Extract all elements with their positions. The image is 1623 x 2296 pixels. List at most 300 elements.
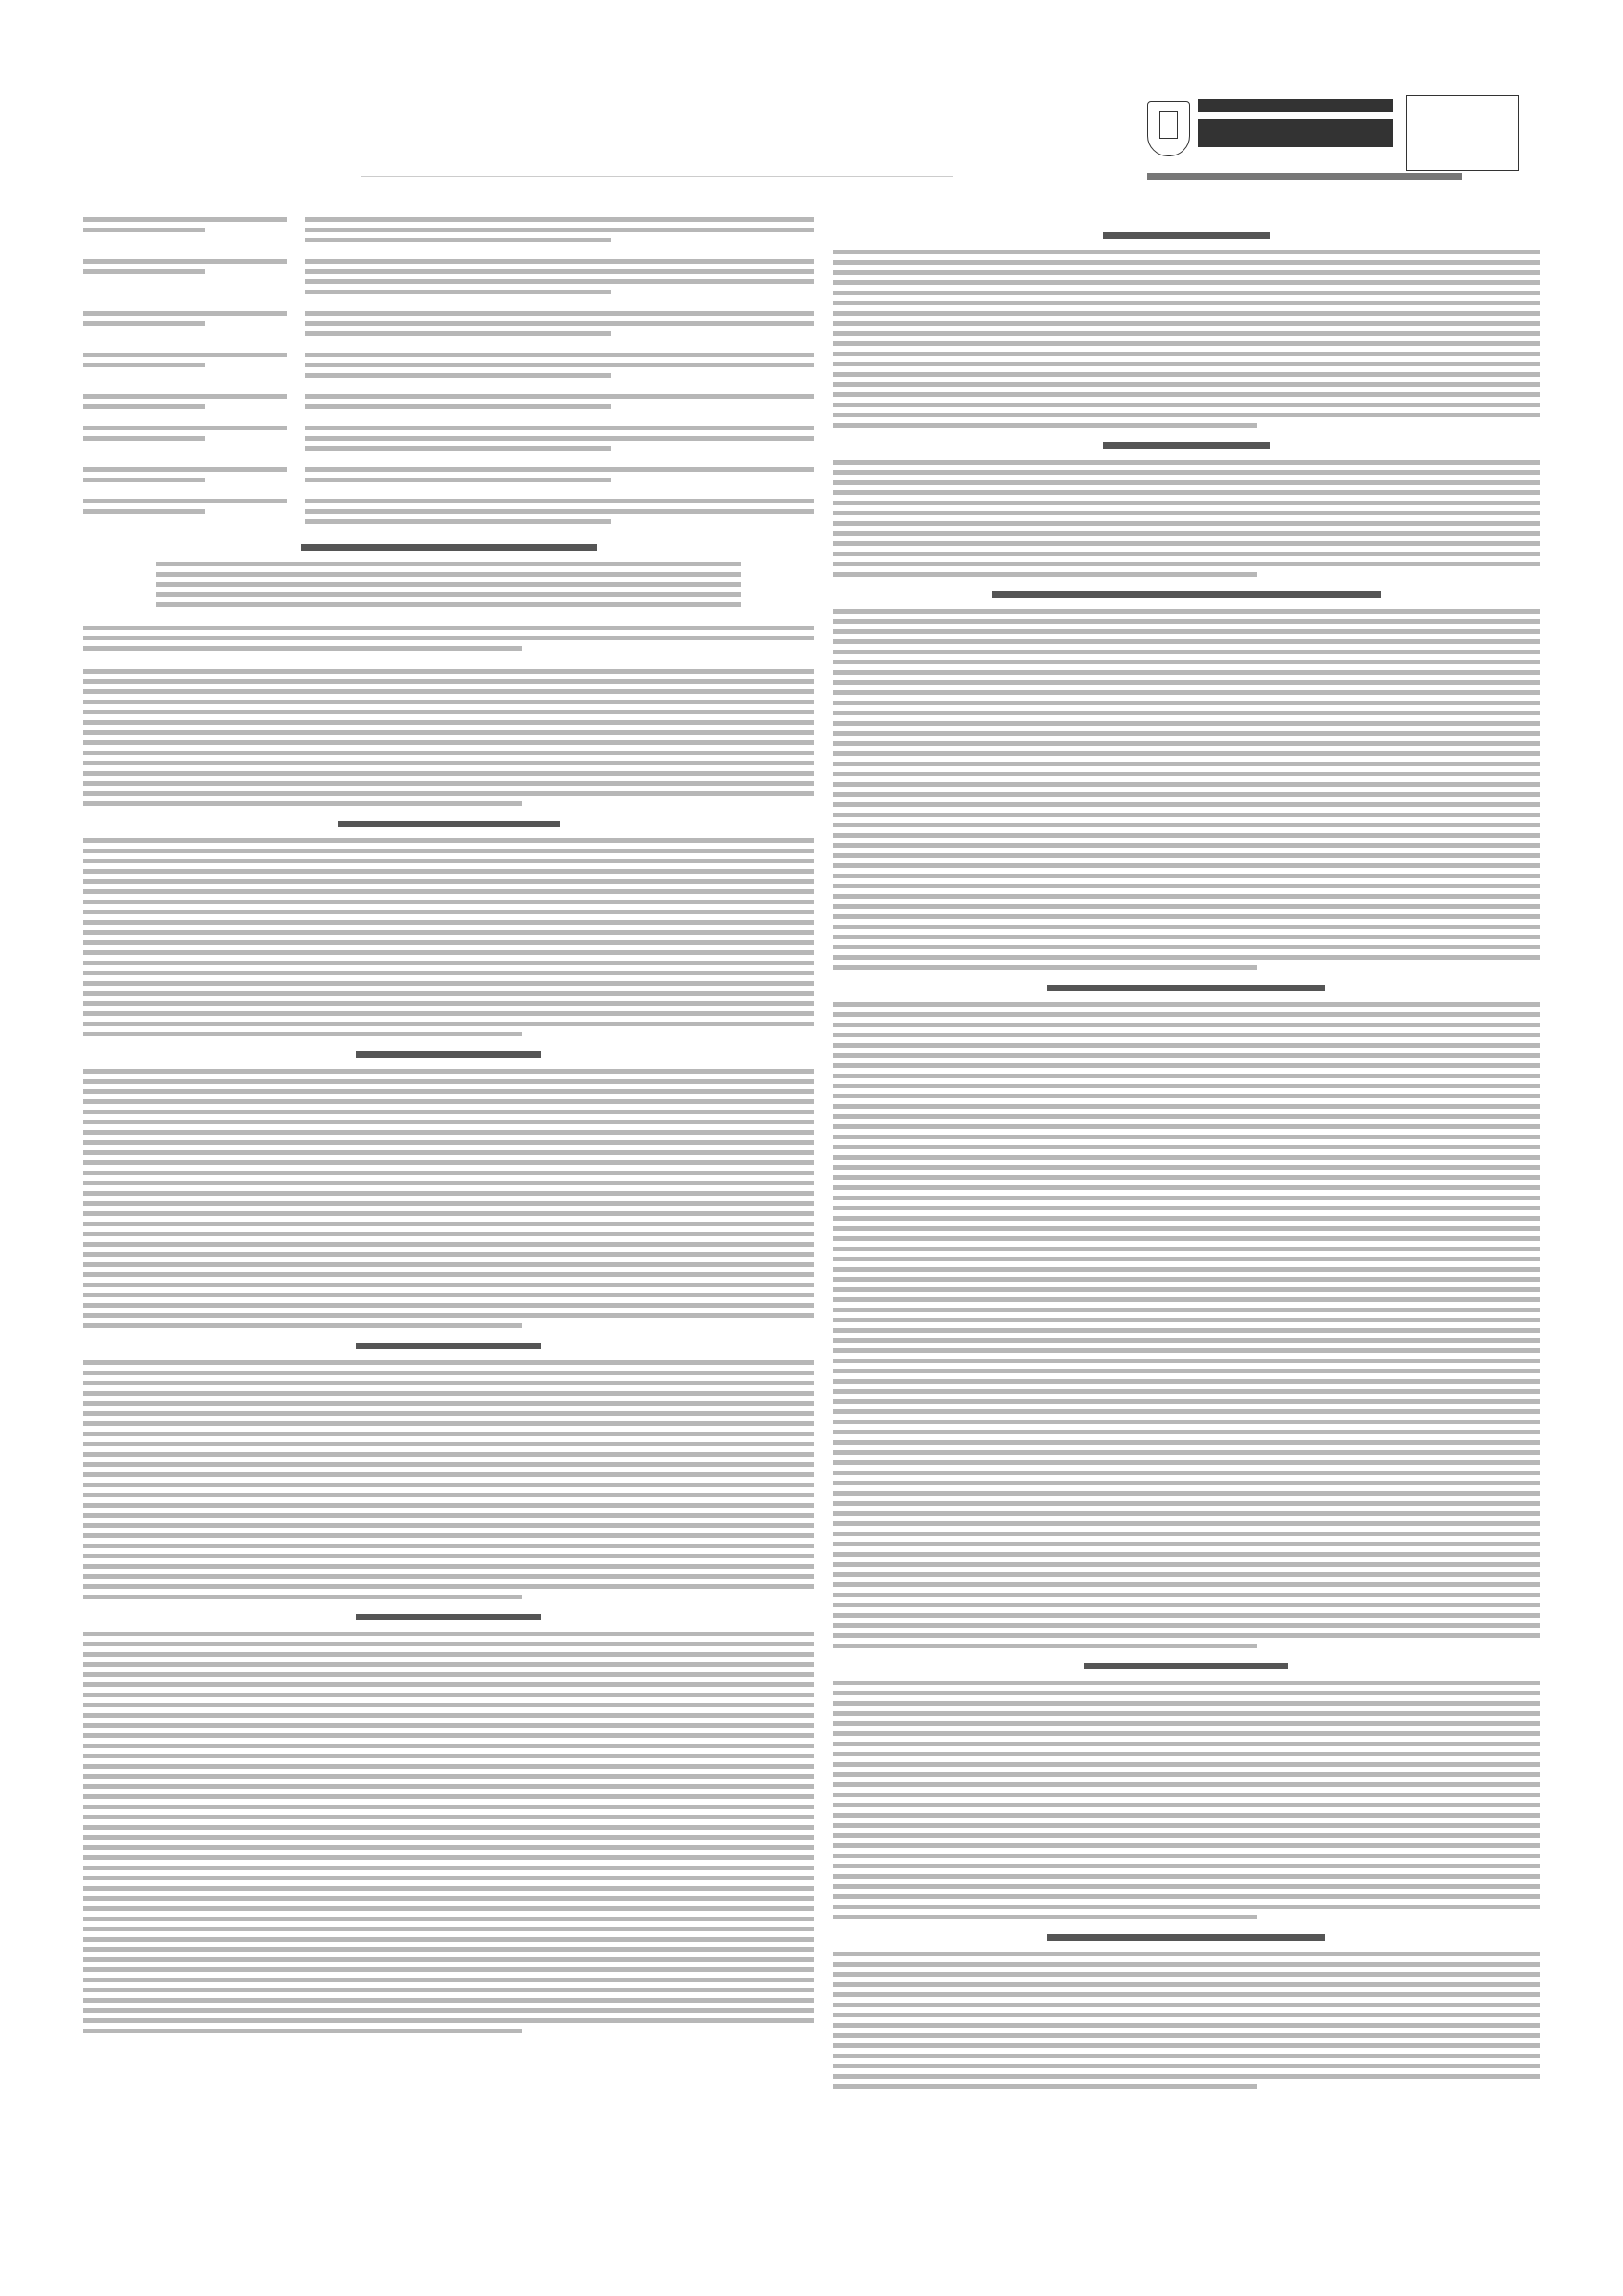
text-line [833, 270, 1540, 275]
text-line [833, 1063, 1540, 1068]
text-line [83, 1682, 814, 1687]
text-line [833, 792, 1540, 797]
text-line [83, 1171, 814, 1175]
text-line [833, 1752, 1540, 1756]
text-line [833, 965, 1257, 970]
text-line [83, 1774, 814, 1779]
text-line [833, 629, 1540, 634]
text-line [833, 1562, 1540, 1567]
text-line [833, 311, 1540, 316]
text-line [833, 1287, 1540, 1292]
text-line [833, 1905, 1540, 1909]
text-line [83, 1886, 814, 1891]
text-line [83, 889, 814, 894]
text-line [833, 914, 1540, 919]
text-line [83, 669, 814, 674]
text-line [833, 301, 1540, 305]
text-line [83, 1421, 814, 1426]
text-line [83, 710, 814, 714]
text-line [833, 1874, 1540, 1879]
text-line [833, 1952, 1540, 1956]
text-line [83, 1533, 814, 1538]
text-line [833, 1124, 1540, 1129]
text-line [833, 1854, 1540, 1858]
text-line [156, 582, 741, 587]
text-line [833, 1094, 1540, 1098]
text-line [833, 1511, 1540, 1516]
text-line [305, 269, 814, 274]
text-line [83, 1876, 814, 1880]
text-line [833, 1501, 1540, 1506]
text-line [83, 940, 814, 945]
member-name [83, 426, 287, 456]
text-line [833, 1338, 1540, 1343]
text-line [83, 781, 814, 786]
text-line [833, 362, 1540, 366]
text-line [833, 619, 1540, 624]
text-line [833, 1297, 1540, 1302]
text-line [833, 531, 1540, 536]
text-line [833, 382, 1540, 387]
section-heading [1047, 985, 1325, 991]
text-line [83, 1584, 814, 1589]
text-line [83, 689, 814, 694]
text-line [83, 1947, 814, 1952]
text-line [833, 1369, 1540, 1373]
text-line [833, 1542, 1540, 1546]
text-line [833, 352, 1540, 356]
text-line [833, 680, 1540, 685]
text-line [83, 311, 287, 316]
member-role [305, 467, 814, 488]
text-line [83, 1001, 814, 1006]
text-line [833, 925, 1540, 929]
text-line [833, 2033, 1540, 2038]
commission-roster [83, 217, 814, 529]
text-line [83, 900, 814, 904]
text-line [833, 423, 1257, 428]
text-line [833, 392, 1540, 397]
text-line [83, 259, 287, 264]
text-line [833, 762, 1540, 766]
text-line [833, 2023, 1540, 2028]
issue-info [1147, 173, 1462, 180]
text-line [833, 1772, 1540, 1777]
text-line [83, 1917, 814, 1921]
text-line [83, 1150, 814, 1155]
text-line [83, 1391, 814, 1396]
section-heading [356, 1051, 541, 1058]
text-line [833, 1196, 1540, 1200]
text-line [833, 1593, 1540, 1597]
text-line [83, 1723, 814, 1728]
member-name [83, 311, 287, 341]
text-line [83, 1927, 814, 1931]
roster-row [83, 499, 814, 529]
text-line [833, 1318, 1540, 1322]
text-line [833, 1206, 1540, 1210]
roster-row [83, 353, 814, 383]
text-line [83, 1896, 814, 1901]
text-line [833, 884, 1540, 888]
text-line [833, 1267, 1540, 1272]
text-line [83, 1805, 814, 1809]
right-column [833, 217, 1540, 2094]
text-line [833, 1053, 1540, 1058]
text-line [833, 731, 1540, 736]
text-line [83, 1181, 814, 1185]
text-line [833, 1348, 1540, 1353]
text-line [83, 1140, 814, 1145]
text-line [83, 626, 814, 630]
text-line [305, 373, 611, 378]
text-line [83, 981, 814, 986]
text-line [833, 541, 1540, 546]
city-coat-of-arms-icon [1147, 101, 1190, 156]
text-line [83, 1662, 814, 1667]
text-line [833, 1135, 1540, 1139]
text-line [833, 1399, 1540, 1404]
text-line [83, 1160, 814, 1165]
text-line [83, 1262, 814, 1267]
text-line [83, 1835, 814, 1840]
text-line [833, 1582, 1540, 1587]
text-line [833, 1603, 1540, 1607]
member-name [83, 217, 287, 248]
logo-line [1198, 119, 1393, 147]
spacer [83, 613, 814, 626]
text-line [83, 1130, 814, 1135]
text-line [83, 2029, 522, 2033]
text-line [83, 228, 205, 232]
roster-row [83, 311, 814, 341]
text-line [83, 1794, 814, 1799]
text-line [83, 1513, 814, 1518]
text-line [833, 1430, 1540, 1434]
text-line [83, 1754, 814, 1758]
text-line [83, 1323, 522, 1328]
text-line [833, 1864, 1540, 1868]
text-line [83, 920, 814, 925]
member-role [305, 259, 814, 300]
text-line [833, 1894, 1540, 1899]
text-line [83, 730, 814, 735]
text-line [833, 650, 1540, 654]
text-line [83, 1988, 814, 1992]
text-line [833, 2074, 1540, 2079]
text-line [83, 720, 814, 725]
text-line [83, 1713, 814, 1718]
text-line [833, 1532, 1540, 1536]
text-line [83, 1693, 814, 1697]
text-line [833, 1471, 1540, 1475]
text-line [833, 490, 1540, 495]
text-line [833, 670, 1540, 675]
text-line [305, 259, 814, 264]
text-line [833, 1043, 1540, 1048]
text-line [833, 1175, 1540, 1180]
text-line [305, 228, 814, 232]
section-heading [1084, 1663, 1288, 1669]
text-line [83, 1079, 814, 1084]
text-line [83, 1472, 814, 1477]
text-line [833, 1491, 1540, 1496]
text-line [833, 1782, 1540, 1787]
text-line [83, 791, 814, 796]
text-line [833, 1915, 1257, 1919]
text-line [833, 1613, 1540, 1618]
member-role [305, 499, 814, 529]
text-line [833, 1731, 1540, 1736]
text-line [83, 859, 814, 863]
text-line [83, 1632, 814, 1636]
text-line [83, 1252, 814, 1257]
text-line [833, 403, 1540, 407]
text-line [833, 701, 1540, 705]
logo-line [1198, 99, 1393, 112]
text-line [83, 1242, 814, 1247]
text-line [833, 782, 1540, 787]
text-line [833, 1962, 1540, 1967]
text-line [83, 636, 814, 640]
text-line [833, 1623, 1540, 1628]
member-name [83, 259, 287, 300]
text-line [83, 761, 814, 765]
text-line [833, 1992, 1540, 1997]
text-line [833, 833, 1540, 838]
text-line [83, 1672, 814, 1677]
text-line [833, 413, 1540, 417]
section-title [361, 88, 953, 177]
text-line [83, 1360, 814, 1365]
text-line [833, 863, 1540, 868]
text-line [833, 1460, 1540, 1465]
text-line [83, 1011, 814, 1016]
text-line [83, 1232, 814, 1236]
text-line [305, 238, 611, 242]
text-line [83, 991, 814, 996]
text-line [83, 1845, 814, 1850]
text-line [305, 363, 814, 367]
text-line [833, 521, 1540, 526]
member-name [83, 467, 287, 488]
text-line [833, 823, 1540, 827]
text-line [305, 311, 814, 316]
text-line [833, 2043, 1540, 2048]
text-line [833, 1216, 1540, 1221]
text-line [833, 1155, 1540, 1160]
text-line [833, 501, 1540, 505]
section-heading [356, 1614, 541, 1620]
text-line [83, 1784, 814, 1789]
text-line [83, 217, 287, 222]
text-line [833, 2084, 1257, 2089]
text-line [305, 331, 611, 336]
text-line [83, 2008, 814, 2013]
text-line [83, 1401, 814, 1406]
text-line [305, 446, 611, 451]
section-heading [992, 591, 1381, 598]
text-line [83, 771, 814, 776]
roster-row [83, 426, 814, 456]
text-line [833, 772, 1540, 776]
text-line [83, 1442, 814, 1446]
text-line [833, 1572, 1540, 1577]
text-line [833, 250, 1540, 254]
text-line [833, 1379, 1540, 1384]
text-line [305, 499, 814, 503]
text-line [833, 1389, 1540, 1394]
text-line [83, 1957, 814, 1962]
text-line [305, 279, 814, 284]
text-line [833, 1521, 1540, 1526]
text-line [83, 700, 814, 704]
text-line [833, 1833, 1540, 1838]
text-line [83, 751, 814, 755]
text-line [83, 1089, 814, 1094]
text-line [305, 467, 814, 472]
text-line [305, 290, 611, 294]
text-line [833, 1691, 1540, 1695]
text-line [833, 1711, 1540, 1716]
text-line [833, 1701, 1540, 1706]
text-line [83, 1703, 814, 1707]
text-line [833, 660, 1540, 664]
text-line [83, 1493, 814, 1497]
text-line [833, 874, 1540, 878]
text-line [833, 2054, 1540, 2058]
text-line [83, 1462, 814, 1467]
text-line [833, 741, 1540, 746]
text-line [833, 572, 1257, 577]
text-line [83, 1906, 814, 1911]
text-line [833, 1074, 1540, 1078]
text-line [833, 639, 1540, 644]
section-heading [1103, 442, 1270, 449]
text-line [833, 1277, 1540, 1282]
text-line [156, 592, 741, 597]
roster-row [83, 217, 814, 248]
text-line [305, 353, 814, 357]
text-line [83, 1652, 814, 1657]
text-line [833, 1843, 1540, 1848]
roster-row [83, 394, 814, 415]
text-line [833, 480, 1540, 485]
text-line [83, 1303, 814, 1308]
member-role [305, 217, 814, 248]
text-line [83, 467, 287, 472]
section-heading [356, 1343, 541, 1349]
text-line [83, 1293, 814, 1297]
text-line [83, 363, 205, 367]
text-line [83, 950, 814, 955]
text-line [83, 1483, 814, 1487]
text-line [833, 2064, 1540, 2068]
text-line [833, 1440, 1540, 1445]
text-line [83, 1998, 814, 2003]
text-line [83, 1574, 814, 1579]
text-line [833, 470, 1540, 475]
text-line [83, 1313, 814, 1318]
text-line [83, 1452, 814, 1457]
text-line [833, 372, 1540, 377]
text-line [83, 849, 814, 853]
text-line [83, 1815, 814, 1819]
text-line [833, 1681, 1540, 1685]
text-line [83, 1099, 814, 1104]
text-line [83, 1283, 814, 1287]
text-line [83, 1595, 522, 1599]
text-line [833, 904, 1540, 909]
text-line [83, 1733, 814, 1738]
text-line [833, 1481, 1540, 1485]
member-name [83, 353, 287, 383]
text-line [83, 1978, 814, 1982]
text-line [833, 1012, 1540, 1017]
roster-row [83, 467, 814, 488]
text-line [833, 260, 1540, 265]
text-line [833, 894, 1540, 899]
text-line [833, 1165, 1540, 1170]
text-line [83, 1022, 814, 1026]
text-line [83, 1855, 814, 1860]
text-line [833, 1328, 1540, 1333]
member-role [305, 353, 814, 383]
text-line [83, 879, 814, 884]
text-line [833, 1257, 1540, 1261]
text-line [83, 1523, 814, 1528]
text-line [833, 853, 1540, 858]
text-line [833, 1420, 1540, 1424]
text-line [833, 1803, 1540, 1807]
section-heading [1103, 232, 1270, 239]
text-line [83, 478, 205, 482]
member-name [83, 394, 287, 415]
text-line [833, 1185, 1540, 1190]
text-line [833, 1308, 1540, 1312]
text-line [833, 331, 1540, 336]
text-line [83, 679, 814, 684]
text-line [305, 321, 814, 326]
text-line [83, 1069, 814, 1074]
text-line [833, 1084, 1540, 1088]
text-line [833, 1409, 1540, 1414]
text-line [833, 552, 1540, 556]
text-line [305, 217, 814, 222]
text-line [833, 1823, 1540, 1828]
text-line [83, 1866, 814, 1870]
text-line [83, 1191, 814, 1196]
text-line [833, 1644, 1257, 1648]
text-line [156, 572, 741, 577]
text-line [833, 751, 1540, 756]
text-line [833, 460, 1540, 465]
text-line [833, 1145, 1540, 1149]
text-line [833, 1552, 1540, 1557]
text-line [83, 321, 205, 326]
text-line [83, 1564, 814, 1569]
text-line [83, 930, 814, 935]
text-line [83, 1032, 522, 1036]
text-line [833, 1002, 1540, 1007]
text-line [833, 1793, 1540, 1797]
text-line [156, 602, 741, 607]
text-line [305, 519, 611, 524]
text-line [83, 838, 814, 843]
text-line [83, 353, 287, 357]
text-line [83, 426, 287, 430]
text-line [833, 843, 1540, 848]
